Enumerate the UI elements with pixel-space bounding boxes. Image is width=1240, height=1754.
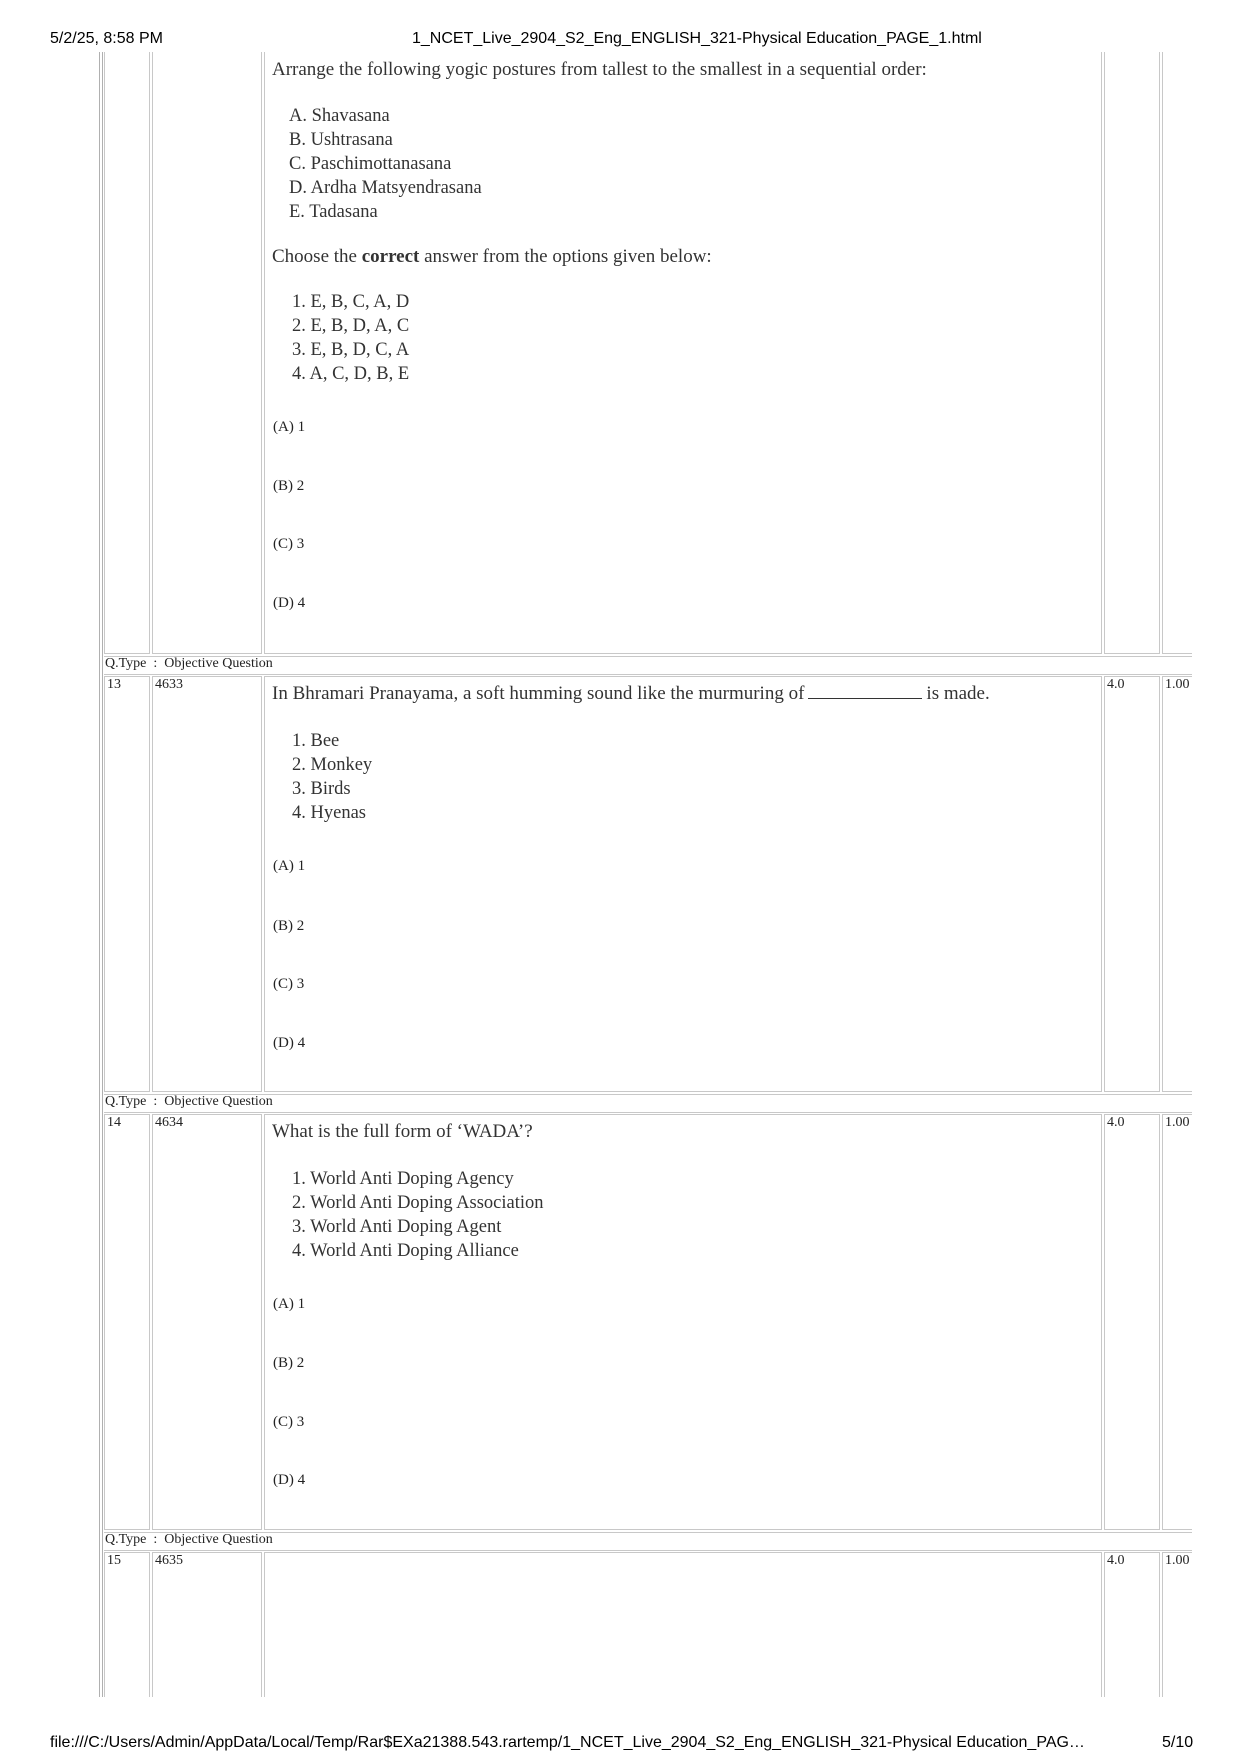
instruction-text: Choose the correct answer from the options given below: xyxy=(272,246,712,267)
row-divider xyxy=(104,1550,1192,1551)
cell-number xyxy=(104,52,150,654)
question-number: 15 xyxy=(107,1553,121,1568)
question-number: 13 xyxy=(107,677,121,692)
list-item: 3. World Anti Doping Agent xyxy=(292,1217,502,1237)
list-item: 2. World Anti Doping Association xyxy=(292,1193,544,1213)
cell-question xyxy=(264,676,1102,1092)
cell-number xyxy=(104,1552,150,1697)
print-document-title: 1_NCET_Live_2904_S2_Eng_ENGLISH_321-Physical Education_PAGE_1.html xyxy=(412,30,982,47)
list-item: 1. World Anti Doping Agency xyxy=(292,1169,514,1189)
cell-id xyxy=(152,676,262,1092)
cell-marks xyxy=(1104,676,1160,1092)
answer-list xyxy=(292,290,409,386)
question-negative-marks: 1.00 xyxy=(1165,677,1190,692)
option-c: (C) 3 xyxy=(273,1414,305,1430)
question-id: 4634 xyxy=(155,1115,183,1130)
question-id: 4633 xyxy=(155,677,183,692)
table-border-left-inner xyxy=(102,52,103,1697)
option-a: (A) 1 xyxy=(273,858,306,874)
option-b: (B) 2 xyxy=(273,918,305,934)
cell-marks xyxy=(1104,1552,1160,1697)
cell-id xyxy=(152,52,262,654)
question-stem: In Bhramari Pranayama, a soft humming sound like the murmuring of is made. xyxy=(272,683,990,704)
qtype-line: Q.Type : Objective Question xyxy=(105,1094,273,1109)
instruction-bold: correct xyxy=(361,246,420,267)
cell-question xyxy=(264,1552,1102,1697)
list-item: E. Tadasana xyxy=(289,202,378,222)
cell-id xyxy=(152,1552,262,1697)
cell-negative xyxy=(1162,1114,1192,1530)
list-item: 2. Monkey xyxy=(292,755,373,775)
list-item: A. Shavasana xyxy=(289,106,390,126)
option-d: (D) 4 xyxy=(273,1035,306,1051)
option-a: (A) 1 xyxy=(273,1296,306,1312)
answer-list xyxy=(292,1167,544,1263)
list-item: 4. World Anti Doping Alliance xyxy=(292,1241,519,1261)
table-border-left xyxy=(99,52,100,1697)
page-number: 5/10 xyxy=(1162,1734,1194,1751)
qtype-line: Q.Type : Objective Question xyxy=(105,1532,273,1547)
cell-negative xyxy=(1162,52,1192,654)
question-number: 14 xyxy=(107,1115,121,1130)
print-datetime: 5/2/25, 8:58 PM xyxy=(50,30,163,47)
cell-negative xyxy=(1162,676,1192,1092)
cell-marks xyxy=(1104,1114,1160,1530)
option-a: (A) 1 xyxy=(273,419,306,435)
option-b: (B) 2 xyxy=(273,1355,305,1371)
list-item: 4. Hyenas xyxy=(292,803,366,823)
question-marks: 4.0 xyxy=(1107,1115,1125,1130)
list-item: 3. E, B, D, C, A xyxy=(292,340,410,360)
list-item: B. Ushtrasana xyxy=(289,130,393,150)
question-marks: 4.0 xyxy=(1107,1553,1125,1568)
row-divider xyxy=(104,1112,1192,1113)
answer-list xyxy=(292,729,372,825)
question-negative-marks: 1.00 xyxy=(1165,1553,1190,1568)
qtype-line: Q.Type : Objective Question xyxy=(105,656,273,671)
cell-marks xyxy=(1104,52,1160,654)
list-item: C. Paschimottanasana xyxy=(289,154,452,174)
list-item: 3. Birds xyxy=(292,779,351,799)
list-item: D. Ardha Matsyendrasana xyxy=(289,178,482,198)
list-item: 2. E, B, D, A, C xyxy=(292,316,410,336)
list-item: 1. Bee xyxy=(292,731,340,751)
question-stem: Arrange the following yogic postures from tallest to the smallest in a sequential order: xyxy=(272,59,927,80)
option-c: (C) 3 xyxy=(273,536,305,552)
cell-number xyxy=(104,1114,150,1530)
row-divider xyxy=(104,674,1192,675)
option-d: (D) 4 xyxy=(273,595,306,611)
option-d: (D) 4 xyxy=(273,1472,306,1488)
fill-blank xyxy=(808,684,922,699)
list-item: 4. A, C, D, B, E xyxy=(292,364,410,384)
posture-list xyxy=(289,104,482,224)
question-negative-marks: 1.00 xyxy=(1165,1115,1190,1130)
option-c: (C) 3 xyxy=(273,976,305,992)
cell-negative xyxy=(1162,1552,1192,1697)
list-item: 1. E, B, C, A, D xyxy=(292,292,410,312)
print-file-path: file:///C:/Users/Admin/AppData/Local/Temp/Rar$EXa21388.543.rartemp/1_NCET_Live_2904_S2_Eng_ENGLISH_321-Physical Education_PAG… xyxy=(50,1734,1085,1751)
cell-id xyxy=(152,1114,262,1530)
question-stem: What is the full form of ‘WADA’? xyxy=(272,1121,533,1142)
question-id: 4635 xyxy=(155,1553,183,1568)
question-marks: 4.0 xyxy=(1107,677,1125,692)
cell-number xyxy=(104,676,150,1092)
option-b: (B) 2 xyxy=(273,478,305,494)
